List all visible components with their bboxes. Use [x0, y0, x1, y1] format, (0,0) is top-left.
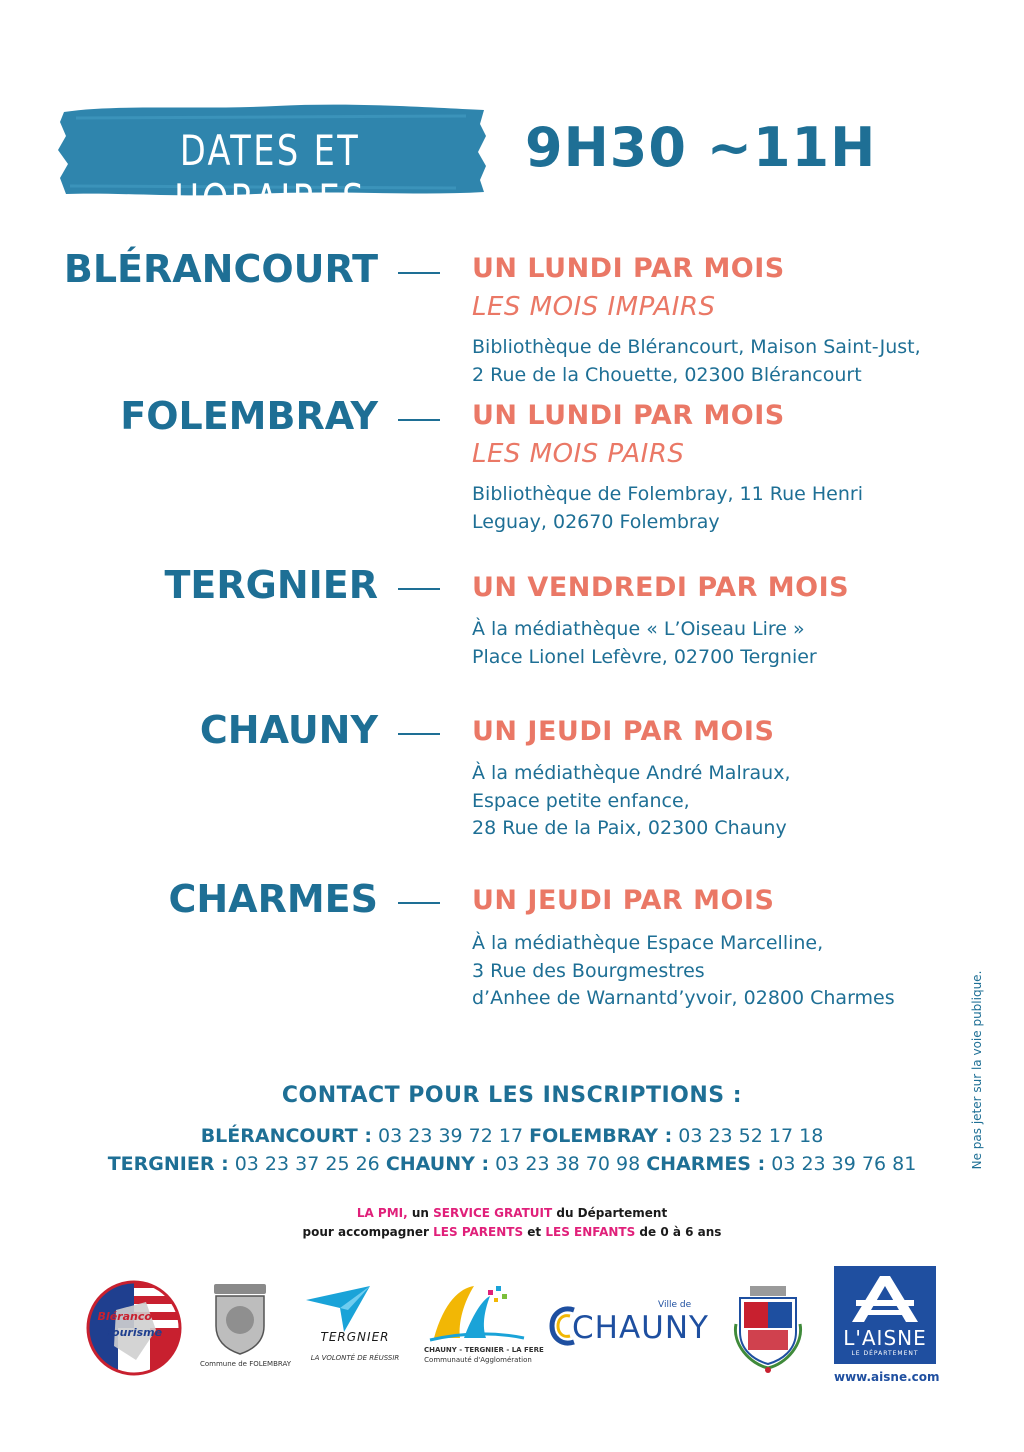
city-name: TERGNIER: [164, 563, 378, 607]
address-line: 2 Rue de la Chouette, 02300 Blérancourt: [472, 363, 862, 386]
logo-text: Ville de: [658, 1300, 692, 1310]
pmi-highlight: SERVICE GRATUIT: [433, 1206, 553, 1220]
months-label: LES MOIS IMPAIRS: [472, 292, 716, 322]
dates-title: DATES ET HORAIRES: [174, 126, 366, 224]
phone-number: 03 23 39 72 17: [378, 1125, 524, 1147]
address-line: d’Anhee de Warnantd’yvoir, 02800 Charmes: [472, 987, 895, 1009]
pmi-highlight: LES PARENTS: [433, 1225, 524, 1239]
address-line: Bibliothèque de Folembray, 11 Rue Henri: [472, 483, 863, 505]
hours-heading: 9H30 ~11H: [525, 116, 877, 179]
logo-caption: CHAUNY - TERGNIER - LA FERE: [424, 1346, 544, 1354]
pmi-highlight: LES ENFANTS: [545, 1225, 636, 1239]
logo-caption: Communauté d'Agglomération: [424, 1356, 532, 1364]
crest-icon: [730, 1284, 806, 1374]
address-line: Espace petite enfance,: [472, 789, 690, 812]
agglo-mark-icon: [424, 1282, 532, 1344]
city-name: CHAUNY: [199, 708, 378, 752]
phone-line: [0, 1153, 1024, 1175]
phone-city: CHARMES :: [646, 1153, 766, 1175]
phone-city: CHAUNY :: [385, 1153, 490, 1175]
address-block: [472, 481, 863, 536]
phone-city: TERGNIER :: [107, 1153, 229, 1175]
charmes-crest-logo: [730, 1284, 806, 1374]
city-name: FOLEMBRAY: [120, 394, 378, 438]
phone-line: [0, 1125, 1024, 1147]
address-line: Bibliothèque de Blérancourt, Maison Saint-Just,: [472, 336, 921, 358]
aisne-a-icon: [846, 1272, 924, 1324]
side-note-text: Ne pas jeter sur la voie publique.: [970, 970, 984, 1170]
pmi-text: un: [407, 1206, 434, 1220]
phone-city: BLÉRANCOURT :: [200, 1125, 372, 1147]
contact-title: CONTACT POUR LES INSCRIPTIONS :: [281, 1083, 743, 1108]
logo-text: CHAUNY: [572, 1310, 709, 1346]
address-line: 3 Rue des Bourgmestres: [472, 959, 705, 982]
folembray-logo: [200, 1282, 291, 1372]
logo-text: TERGNIER: [320, 1330, 390, 1344]
frequency-label: UN LUNDI PAR MOIS: [472, 253, 785, 284]
phone-city: FOLEMBRAY :: [529, 1125, 673, 1147]
logo-text: LE DÉPARTEMENT: [851, 1350, 919, 1357]
phone-number: 03 23 52 17 18: [678, 1125, 824, 1147]
address-line: À la médiathèque « L’Oiseau Lire »: [472, 618, 805, 640]
website-link[interactable]: www.aisne.com: [834, 1370, 940, 1384]
pmi-highlight: LA PMI,: [356, 1206, 408, 1220]
logo-caption: LA VOLONTÉ DE RÉUSSIR: [310, 1354, 400, 1362]
separator-dash: [398, 902, 440, 904]
frequency-label: UN VENDREDI PAR MOIS: [472, 572, 850, 603]
chauny-logo: [548, 1300, 709, 1350]
address-line: Place Lionel Lefèvre, 02700 Tergnier: [472, 645, 817, 668]
phone-number: 03 23 37 25 26: [234, 1153, 380, 1175]
months-label: LES MOIS PAIRS: [472, 439, 685, 469]
city-name: CHARMES: [168, 877, 378, 921]
frequency-label: UN LUNDI PAR MOIS: [472, 400, 785, 431]
address-block: [472, 616, 817, 671]
pmi-line-1: [0, 1206, 1024, 1220]
pmi-text: de 0 à 6 ans: [635, 1225, 722, 1239]
address-block: [472, 334, 921, 389]
pmi-line-2: [0, 1225, 1024, 1239]
separator-dash: [398, 419, 440, 421]
separator-dash: [398, 733, 440, 735]
arrow-swoosh-icon: [300, 1280, 410, 1334]
frequency-label: UN JEUDI PAR MOIS: [472, 885, 775, 916]
frequency-label: UN JEUDI PAR MOIS: [472, 716, 775, 747]
agglomeration-logo: [424, 1282, 544, 1376]
pmi-text: pour accompagner: [302, 1225, 434, 1239]
address-line: À la médiathèque Espace Marcelline,: [472, 932, 824, 954]
pmi-text: du Département: [552, 1206, 668, 1220]
address-line: 28 Rue de la Paix, 02300 Chauny: [472, 817, 787, 839]
separator-dash: [398, 272, 440, 274]
logo-caption: Commune de FOLEMBRAY: [200, 1360, 291, 1368]
blerancourt-tourisme-logo: [86, 1280, 182, 1376]
pmi-text: et: [523, 1225, 546, 1239]
crest-icon: [200, 1282, 280, 1356]
logo-text: Tourisme: [105, 1326, 163, 1339]
address-line: À la médiathèque André Malraux,: [472, 762, 791, 784]
address-line: Leguay, 02670 Folembray: [472, 510, 720, 533]
logo-text: L'AISNE: [843, 1326, 927, 1350]
phone-number: 03 23 39 76 81: [771, 1153, 917, 1175]
phone-number: 03 23 38 70 98: [495, 1153, 641, 1175]
address-block: [472, 760, 791, 843]
logo-text: Blérancourt: [97, 1310, 171, 1323]
city-name: BLÉRANCOURT: [63, 247, 378, 291]
separator-dash: [398, 588, 440, 590]
address-block: [472, 930, 895, 1013]
tergnier-logo: [300, 1280, 410, 1370]
aisne-logo: [834, 1266, 940, 1386]
